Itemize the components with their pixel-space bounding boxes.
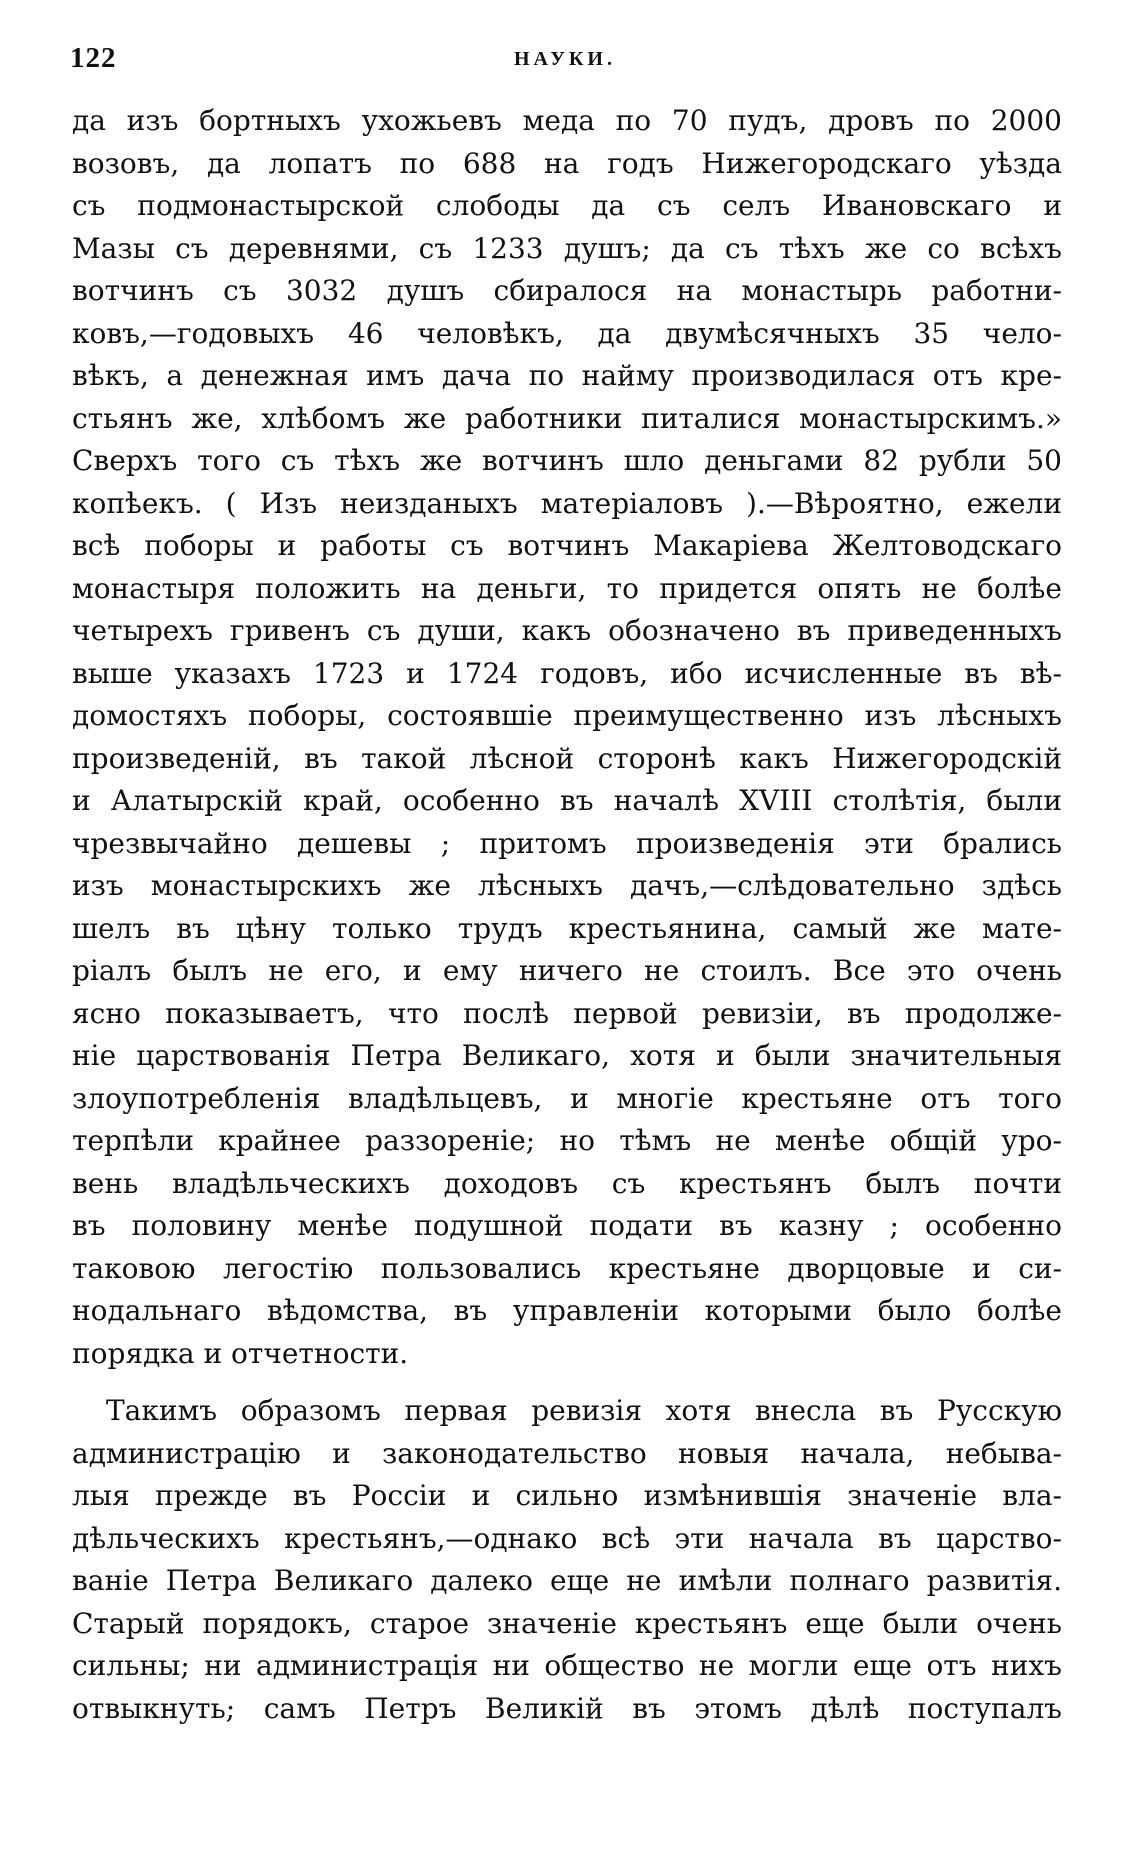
text-line: произведеній, въ такой лѣсной сторонѣ какъ Нижегородскій xyxy=(72,741,1062,775)
text-line: терпѣли крайнее раззореніе; но тѣмъ не менѣе общій уро- xyxy=(72,1124,1062,1157)
text-line: четырехъ гривенъ съ души, какъ обозначено въ приведенныхъ xyxy=(72,614,1062,647)
page-header xyxy=(70,42,1060,92)
text-line: администрацію и законодательство новыя начала, небыва- xyxy=(72,1436,1062,1470)
text-line: ріалъ былъ не его, и ему ничего не стоилъ. Все это очень xyxy=(72,954,1062,987)
text-line: возовъ, да лопатъ по 688 на годъ Нижегородскаго уѣзда xyxy=(72,146,1062,180)
text-line: ніе царствованія Петра Великаго, хотя и были значительныя xyxy=(72,1039,1062,1072)
text-line: изъ монастырскихъ же лѣсныхъ дачъ,—слѣдовательно здѣсь xyxy=(72,869,1062,902)
text-line: копѣекъ. ( Изъ неизданыхъ матеріаловъ ).—Вѣроятно, ежели xyxy=(72,486,1062,520)
text-line: и Алатырскій край, особенно въ началѣ XVIII столѣтія, были xyxy=(72,784,1062,817)
text-line: Сверхъ того съ тѣхъ же вотчинъ шло деньгами 82 рубли 50 xyxy=(72,444,1062,477)
text-line: выше указахъ 1723 и 1724 годовъ, ибо исчисленные въ вѣ- xyxy=(72,656,1062,690)
text-line: да изъ бортныхъ ухожьевъ меда по 70 пудъ, дровъ по 2000 xyxy=(72,104,1062,137)
paragraph-gap xyxy=(72,1375,1062,1390)
text-line: чрезвычайно дешевы ; притомъ произведенія эти брались xyxy=(72,826,1062,860)
running-title: НАУКИ. xyxy=(514,48,616,70)
text-line: монастыря положить на деньги, то придется опять не болѣе xyxy=(72,571,1062,605)
text-line: нодальнаго вѣдомства, въ управленіи которыми было болѣе xyxy=(72,1294,1062,1327)
text-line: ясно показываетъ, что послѣ первой ревизіи, въ продолже- xyxy=(72,996,1062,1030)
text-line: сильны; ни администрація ни общество не могли еще отъ нихъ xyxy=(72,1649,1062,1682)
text-line: злоупотребленія владѣльцевъ, и многіе крестьяне отъ того xyxy=(72,1081,1062,1115)
text-line: отвыкнуть; самъ Петръ Великій въ этомъ дѣлѣ поступалъ xyxy=(72,1691,1062,1725)
text-line: порядка и отчетности. xyxy=(72,1336,409,1370)
text-line: всѣ поборы и работы съ вотчинъ Макаріева Желтоводскаго xyxy=(72,529,1062,562)
text-line: лыя прежде въ Россіи и сильно измѣнившія значеніе вла- xyxy=(72,1479,1062,1512)
text-line: стьянъ же, хлѣбомъ же работники питалися монастырскимъ.» xyxy=(72,401,1062,435)
text-line: домостяхъ поборы, состоявшіе преимущественно изъ лѣсныхъ xyxy=(72,699,1062,732)
text-line: вотчинъ съ 3032 душъ сбиралося на монастырь работни- xyxy=(72,274,1062,307)
text-line: вѣкъ, а денежная имъ дача по найму производилася отъ кре- xyxy=(72,359,1062,392)
text-line: таковою легостію пользовались крестьяне дворцовые и си- xyxy=(72,1251,1062,1285)
text-line: вень владѣльческихъ доходовъ съ крестьянъ былъ почти xyxy=(72,1166,1062,1200)
text-line: ваніе Петра Великаго далеко еще не имѣли полнаго развитія. xyxy=(72,1564,1062,1597)
body-text xyxy=(72,100,1062,1730)
text-line: шелъ въ цѣну только трудъ крестьянина, самый же мате- xyxy=(72,911,1062,945)
paragraph-2 xyxy=(72,1390,1062,1730)
text-line: ковъ,—годовыхъ 46 человѣкъ, да двумѣсячныхъ 35 чело- xyxy=(72,316,1062,350)
text-line: дѣльческихъ крестьянъ,—однако всѣ эти начала въ царство- xyxy=(72,1521,1062,1555)
text-line: Такимъ образомъ первая ревизія хотя внесла въ Русскую xyxy=(106,1394,1062,1427)
text-line: Старый порядокъ, старое значеніе крестьянъ еще были очень xyxy=(72,1606,1062,1640)
text-line: Мазы съ деревнями, съ 1233 душъ; да съ тѣхъ же со всѣхъ xyxy=(72,231,1062,265)
text-line: съ подмонастырской слободы да съ селъ Ивановскаго и xyxy=(72,189,1062,222)
page-number: 122 xyxy=(70,42,117,74)
paragraph-1 xyxy=(72,100,1062,1375)
text-line: въ половину менѣе подушной подати въ казну ; особенно xyxy=(72,1209,1062,1242)
